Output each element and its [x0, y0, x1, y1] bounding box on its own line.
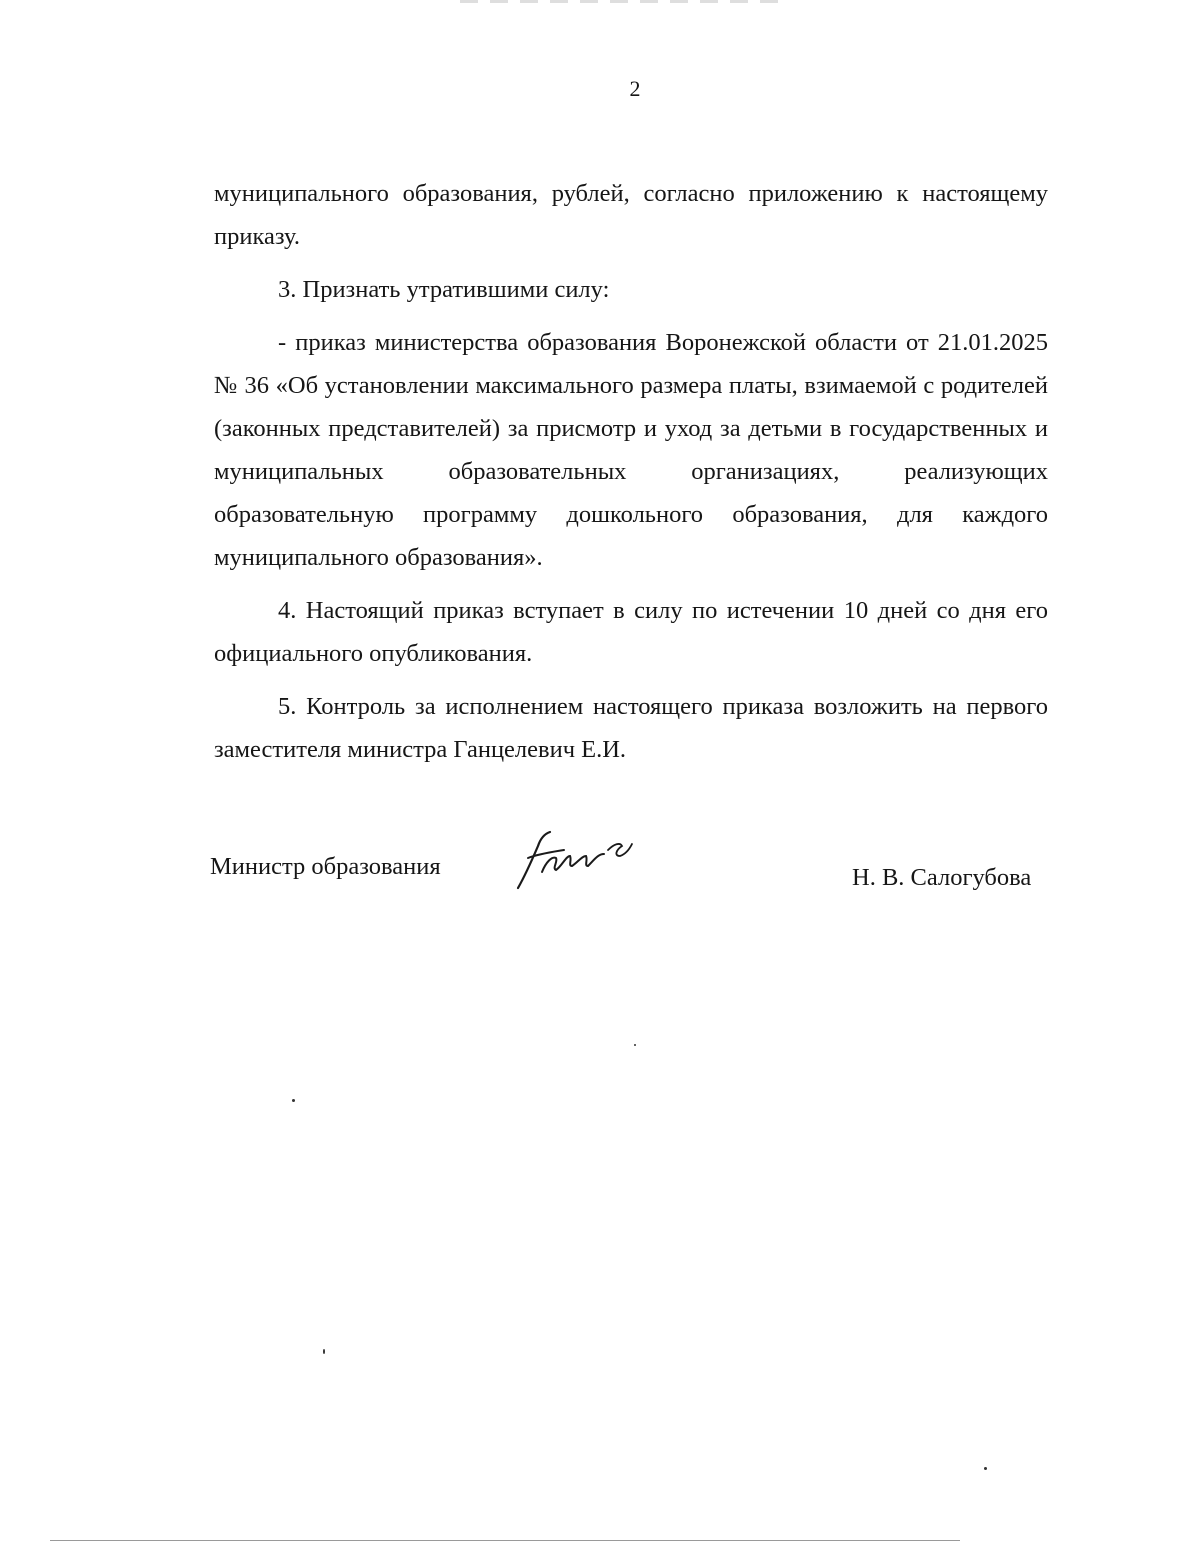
scan-speck	[984, 1467, 987, 1470]
document-body	[214, 172, 1048, 771]
paragraph-item-5: 5. Контроль за исполнением настоящего приказа возложить на первого заместителя министра Ганцелевич Е.И.	[214, 693, 1048, 763]
signatory-name: Н. В. Салогубова	[852, 864, 1032, 891]
handwritten-signature	[512, 826, 636, 896]
scan-speck	[634, 1044, 636, 1046]
scan-speck	[323, 1349, 325, 1354]
scan-artifact-top	[460, 0, 780, 3]
paragraph-continuation: муниципального образования, рублей, согласно приложению к настоящему приказу.	[214, 180, 1048, 250]
paragraph-item-4: 4. Настоящий приказ вступает в силу по истечении 10 дней со дня его официального опубликования.	[214, 597, 1048, 667]
scan-edge-line	[50, 1540, 960, 1541]
paragraph-item-3: 3. Признать утратившими силу:	[278, 276, 610, 303]
signatory-title: Министр образования	[210, 853, 441, 880]
paragraph-repealed-order: - приказ министерства образования Воронежской области от 21.01.2025 № 36 «Об установлении максимального размера платы, взимаемой с родителей (законных представителей) за присмотр и уход за детьми в государственных и муниципальных образовательных организациях, реализующих образовательную программу дошкольного образования, для каждого муниципального образования».	[214, 329, 1048, 571]
scan-speck	[292, 1099, 295, 1102]
page-number: 2	[629, 76, 641, 101]
